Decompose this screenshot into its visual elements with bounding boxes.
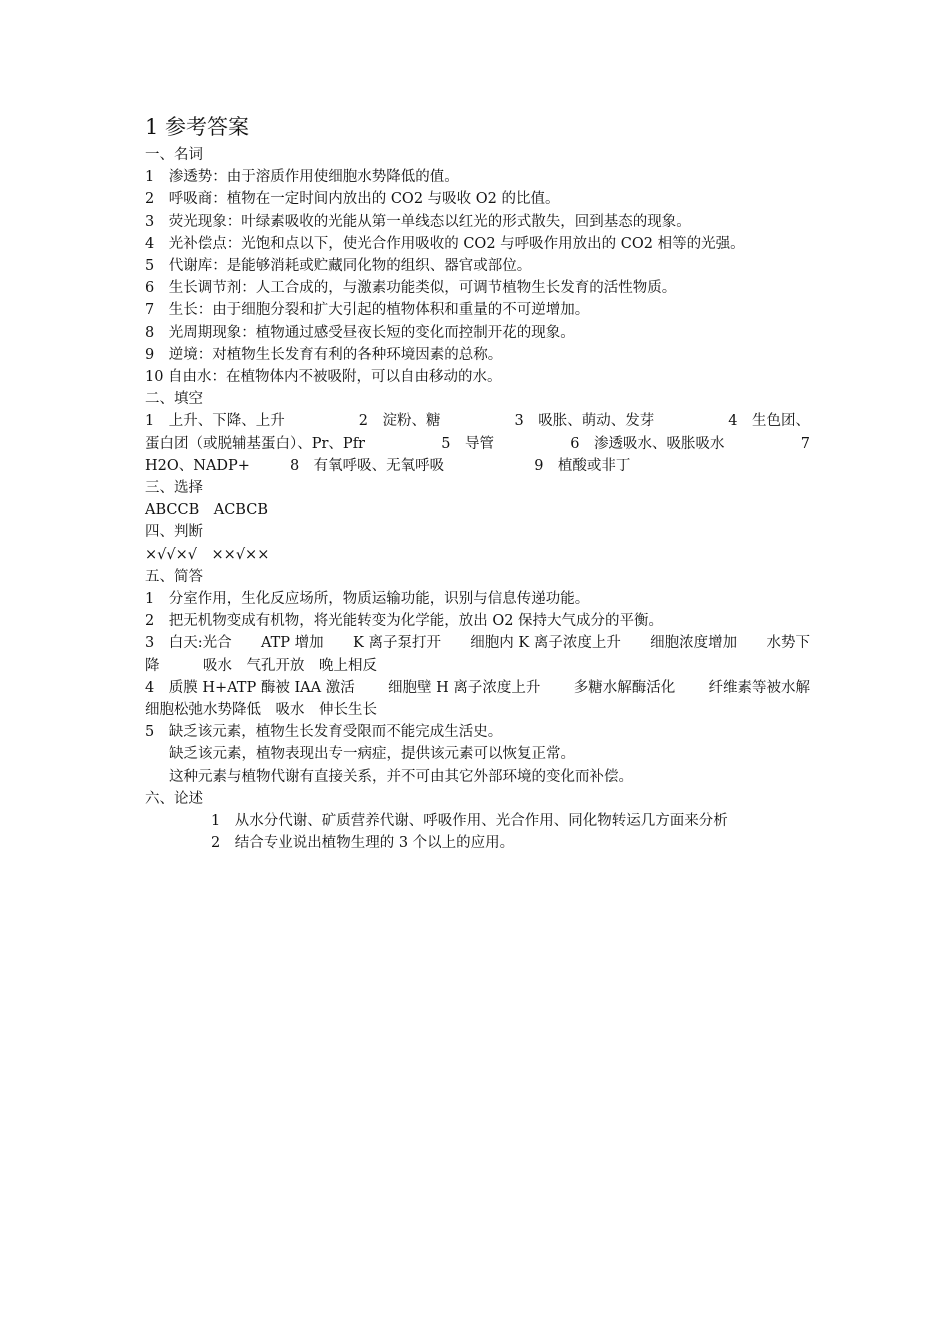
short-answer [145,632,810,654]
answer-document [145,112,810,855]
term-item: 6 生长调节剂：人工合成的，与激素功能类似，可调节植物生长发育的活性物质。 [145,280,677,297]
fill-answer: 3 吸胀、萌动、发芽 [514,413,655,430]
fill-answer: 8 有氧呼吸、无氧呼吸 [289,457,445,474]
short-answer-continued: 这种元素与植物代谢有直接关系，并不可由其它外部环境的变化而补偿。 [169,768,633,785]
short-answer-continued: 降 吸水 气孔开放 晚上相反 [145,657,377,674]
page-title: 1 参考答案 [145,115,250,139]
section-heading-judge: 四、判断 [145,524,203,541]
term-item: 10 自由水：在植物体内不被吸附，可以自由移动的水。 [145,369,502,386]
term-item: 1 渗透势：由于溶质作用使细胞水势降低的值。 [145,169,459,186]
fill-answer: 7 [800,435,810,452]
answer-part: 细胞内 K 离子浓度上升 [470,635,621,652]
fill-row [145,433,810,455]
answer-part: 细胞浓度增加 [650,635,738,652]
section-heading-short-answer: 五、简答 [145,568,203,585]
answer-part: 多糖水解酶活化 [573,679,676,696]
section-heading-fill: 二、填空 [145,391,203,408]
short-answer: 1 分室作用，生化反应场所，物质运输功能，识别与信息传递功能。 [145,591,590,608]
essay-item: 1 从水分代谢、矿质营养代谢、呼吸作用、光合作用、同化物转运几方面来分析 [211,813,728,830]
short-answer: 2 把无机物变成有机物，将光能转变为化学能，放出 O2 保持大气成分的平衡。 [145,613,664,630]
section-heading-essay: 六、论述 [145,790,203,807]
fill-answer: 5 导管 [441,435,494,452]
fill-answer: 1 上升、下降、上升 [145,413,285,430]
fill-row [145,410,810,432]
term-item: 4 光补偿点：光饱和点以下，使光合作用吸收的 CO2 与呼吸作用放出的 CO2 相等的光强。 [145,235,745,252]
fill-row [145,455,810,477]
fill-answer: 蛋白团（或脱辅基蛋白）、Pr、Pfr [145,435,365,452]
essay-item: 2 结合专业说出植物生理的 3 个以上的应用。 [211,835,515,852]
term-item: 2 呼吸商：植物在一定时间内放出的 CO2 与吸收 O2 的比值。 [145,191,560,208]
section-heading-terms: 一、名词 [145,147,203,163]
section-heading-choice: 三、选择 [145,480,203,497]
short-answer [145,677,810,699]
answer-part: 细胞壁 H 离子浓度上升 [388,679,541,696]
short-answer-continued: 缺乏该元素，植物表现出专一病症，提供该元素可以恢复正常。 [169,746,575,763]
answer-part: ATP 增加 [260,635,324,652]
short-answer: 5 缺乏该元素，植物生长发育受限而不能完成生活史。 [145,724,503,741]
short-answer-continued: 细胞松弛水势降低 吸水 伸长生长 [145,702,377,719]
term-item: 8 光周期现象：植物通过感受昼夜长短的变化而控制开花的现象。 [145,324,575,341]
answer-part: 水势下 [766,635,810,652]
fill-answer: 9 植酸或非丁 [534,457,631,474]
fill-answer: 6 渗透吸水、吸胀吸水 [570,435,725,452]
term-item: 7 生长：由于细胞分裂和扩大引起的植物体积和重量的不可逆增加。 [145,302,590,319]
answer-part: 纤维素等被水解 [708,679,810,696]
answer-part: 3 白天:光合 [145,635,232,652]
fill-answer: 4 生色团、 [728,413,810,430]
term-item: 9 逆境：对植物生长发育有利的各种环境因素的总称。 [145,346,503,363]
answer-part: K 离子泵打开 [353,635,441,652]
term-item: 3 荧光现象：叶绿素吸收的光能从第一单线态以红光的形式散失，回到基态的现象。 [145,213,691,230]
fill-answer: 2 淀粉、糖 [358,413,441,430]
fill-answer: H2O、NADP+ [145,457,250,474]
answer-part: 4 质膜 H+ATP 酶被 IAA 激活 [145,679,355,696]
choice-answers: ABCCB ACBCB [145,502,268,519]
judge-answers: ×√√×√ ××√×× [145,546,270,563]
term-item: 5 代谢库：是能够消耗或贮藏同化物的组织、器官或部位。 [145,258,532,275]
